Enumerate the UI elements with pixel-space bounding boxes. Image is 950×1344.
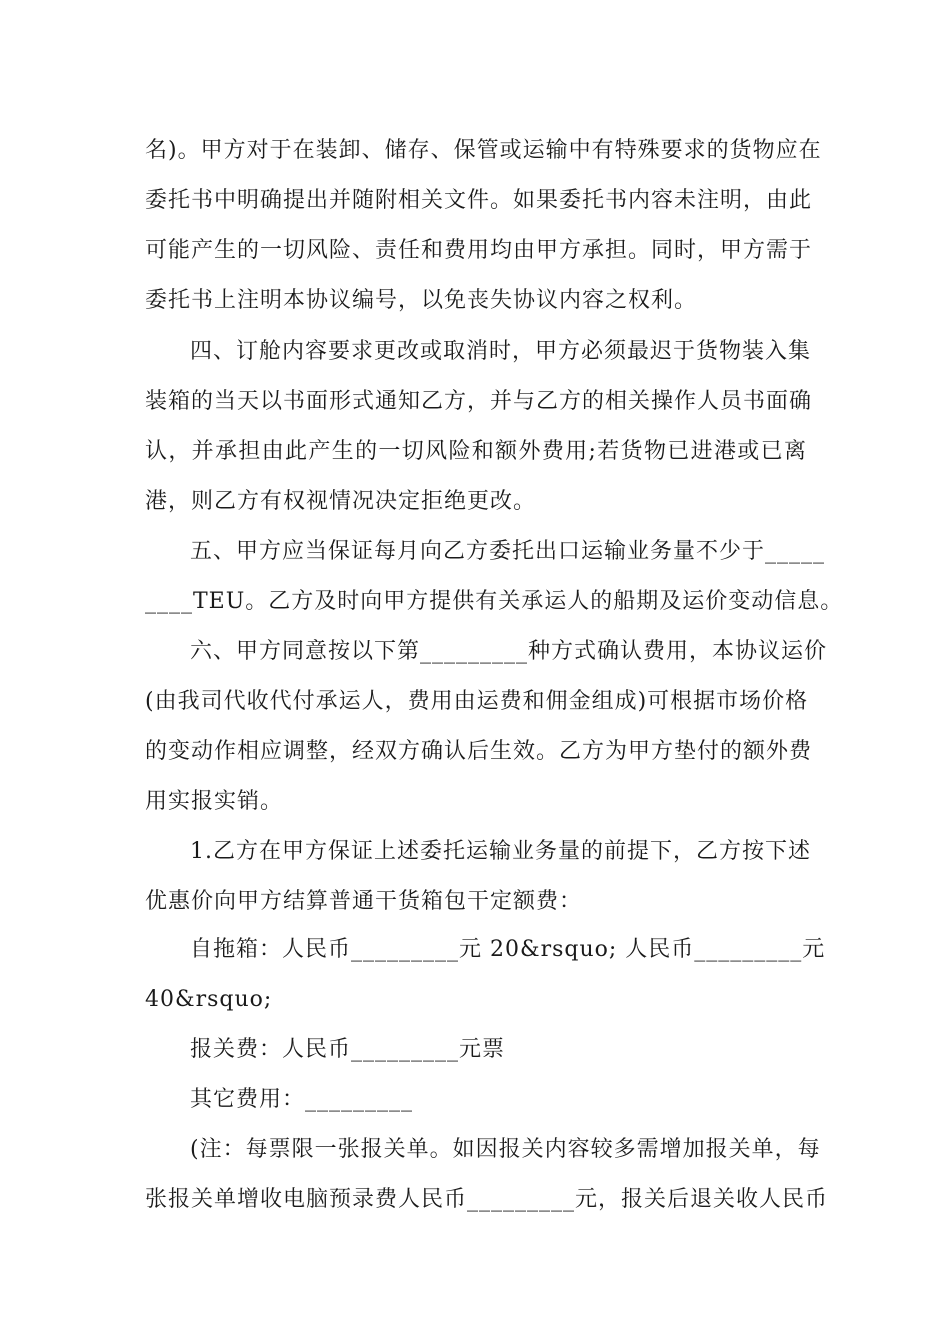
text-line: 五、甲方应当保证每月向乙方委托出口运输业务量不少于_____: [190, 539, 826, 564]
text-line: 张报关单增收电脑预录费人民币_________元，报关后退关收人民币: [145, 1187, 829, 1212]
text-line: 1.乙方在甲方保证上述委托运输业务量的前提下，乙方按下述: [190, 839, 811, 864]
text-line: 40&rsquo;: [145, 987, 273, 1012]
text-line: 名)。甲方对于在装卸、储存、保管或运输中有特殊要求的货物应在: [145, 138, 822, 163]
text-line: 认，并承担由此产生的一切风险和额外费用;若货物已进港或已离: [145, 439, 807, 464]
text-line: 优惠价向甲方结算普通干货箱包干定额费：: [145, 889, 583, 914]
text-line: (由我司代收代付承运人，费用由运费和佣金组成)可根据市场价格: [145, 689, 809, 714]
text-line: 用实报实销。: [145, 789, 284, 814]
text-line: 其它费用：_________: [190, 1087, 414, 1112]
text-line: 报关费：人民币_________元票: [190, 1037, 506, 1062]
text-line: 自拖箱：人民币_________元 20&rsquo; 人民币_________元: [190, 937, 826, 962]
text-line: 委托书中明确提出并随附相关文件。如果委托书内容未注明，由此: [145, 188, 813, 213]
text-line: 四、订舱内容要求更改或取消时，甲方必须最迟于货物装入集: [190, 339, 812, 364]
text-line: (注：每票限一张报关单。如因报关内容较多需增加报关单，每: [190, 1137, 821, 1162]
text-line: 六、甲方同意按以下第_________种方式确认费用，本协议运价: [190, 639, 828, 664]
text-line: 可能产生的一切风险、责任和费用均由甲方承担。同时，甲方需于: [145, 238, 813, 263]
text-line: 的变动作相应调整，经双方确认后生效。乙方为甲方垫付的额外费: [145, 739, 813, 764]
text-line: 港，则乙方有权视情况决定拒绝更改。: [145, 489, 537, 514]
text-line: 委托书上注明本协议编号，以免丧失协议内容之权利。: [145, 288, 698, 313]
text-line: 装箱的当天以书面形式通知乙方，并与乙方的相关操作人员书面确: [145, 389, 813, 414]
text-line: ____TEU。乙方及时向甲方提供有关承运人的船期及运价变动信息。: [145, 589, 844, 614]
